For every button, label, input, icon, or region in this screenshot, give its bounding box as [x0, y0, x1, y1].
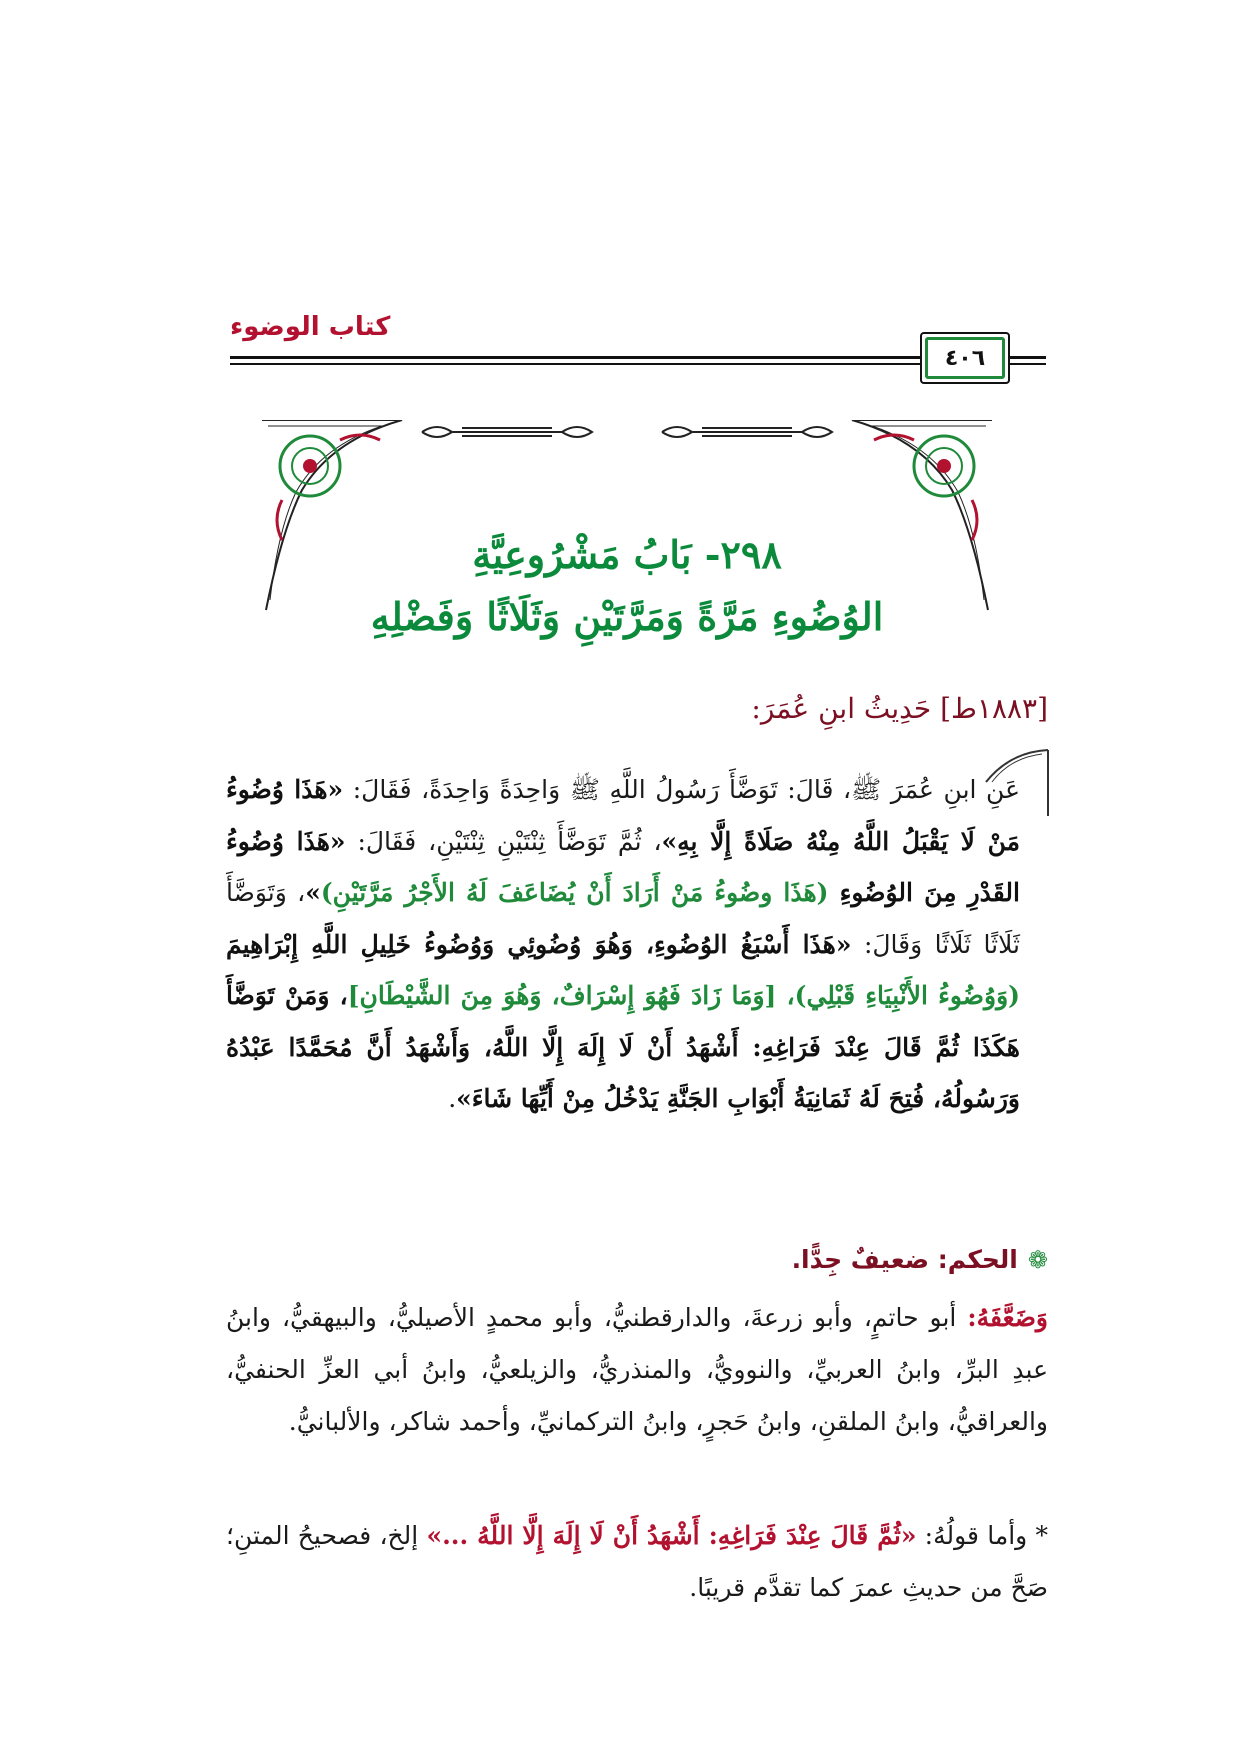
hadith-heading: [١٨٨٣ط] حَدِيثُ ابنِ عُمَرَ: — [751, 692, 1048, 725]
hadith-variant: (وَوُضُوءُ الأَنْبِيَاءِ قَبْلِي)، [وَمَا زَادَ فَهُوَ إِسْرَافٌ، وَهُوَ مِنَ الشَّيْطَانِ] — [347, 981, 1020, 1010]
closing-rest: إلخ، فصحيحُ المتنِ؛ صَحَّ من حديثِ عمرَ كما تقدَّم قريبًا. — [226, 1521, 1048, 1602]
header-rule — [1016, 356, 1046, 359]
hadith-segment: «هَذَا وُضُوءُ القَدْرِ مِنَ الوُضُوءِ — [226, 826, 1020, 907]
top-cartouche-left — [422, 427, 592, 437]
header-rule — [230, 356, 1018, 359]
hadith-variant: (هَذَا وضُوءُ مَنْ أَرَادَ أَنْ يُضَاعَفَ لَهُ الأَجْرُ مَرَّتَيْنِ) — [320, 878, 829, 907]
running-header-title: كتاب الوضوء — [230, 312, 391, 342]
header-rule — [1016, 363, 1046, 365]
top-cartouche-right — [662, 427, 832, 437]
hadith-segment: » — [305, 878, 321, 907]
ruling-label: الحكم: — [937, 1245, 1018, 1274]
weakeners-list: أبو حاتمٍ، وأبو زرعةَ، والدارقطنيُّ، وأبو محمدٍ الأصيليُّ، والبيهقيُّ، وابنُ عبدِ البرِّ، وابنُ العربيِّ، والنوويُّ، والمنذريُّ، والزيلعيُّ، وابنُ أبي العزِّ الحنفيُّ، والعراقيُّ، وابنُ الملقنِ، وابنُ حَجرٍ، وابنُ التركمانيِّ، وأحمد شاكر، والألبانيُّ. — [226, 1303, 1048, 1436]
hadith-segment: «هَذَا وُضُوءُ مَنْ لَا يَقْبَلُ اللَّهُ مِنْهُ صَلَاةً إِلَّا بِهِ» — [226, 775, 1020, 856]
hadith-segment: «هَذَا أَسْبَغُ الوُضُوءِ، وَهُوَ وُضُوئِي وَوُضُوءُ خَلِيلِ اللَّهِ إِبْرَاهِيمَ — [226, 929, 852, 959]
weakeners-paragraph — [226, 1292, 1048, 1448]
closing-paragraph — [226, 1510, 1048, 1614]
chapter-title — [262, 524, 992, 648]
flower-icon: ❁ — [1027, 1246, 1048, 1274]
ruling-value: ضعيفٌ جِدًّا. — [791, 1245, 930, 1274]
closing-lead: * وأما قولُهُ: — [916, 1521, 1048, 1550]
hadith-segment: . — [448, 1084, 457, 1113]
chapter-title-line-2: الوُضُوءِ مَرَّةً وَمَرَّتَيْنِ وَثَلَاثًا وَفَضْلِهِ — [370, 594, 884, 639]
hadith-segment: ، وَمَنْ تَوَضَّأَ هَكَذَا ثُمَّ قَالَ عِنْدَ فَرَاغِهِ: أَشْهَدُ أَنْ لَا إِلَهَ إِلَّا اللَّهُ، وَأَشْهَدُ أَنَّ مُحَمَّدًا عَبْدُهُ وَرَسُولُهُ، فُتِحَ لَهُ ثَمَانِيَةُ أَبْوَابِ الجَنَّةِ يَدْخُلُ مِنْ أَيِّهَا شَاءَ» — [226, 981, 1020, 1113]
page-number-frame — [920, 332, 1010, 384]
ruling — [230, 1245, 1048, 1274]
page-number: ٤٠٦ — [925, 337, 1005, 379]
header-rule — [230, 363, 1018, 365]
hadith-segment: ، ثُمَّ تَوَضَّأَ ثِنْتَيْنِ ثِنْتَيْنِ، فَقَالَ: — [345, 826, 662, 856]
hadith-segment: ، وَتَوَضَّأَ ثَلَاثًا ثَلَاثًا وَقَالَ: — [226, 878, 1020, 959]
hadith-text — [226, 764, 1020, 1125]
weakeners-lead: وَضَعَّفَهُ: — [967, 1303, 1048, 1332]
closing-quote: «ثُمَّ قَالَ عِنْدَ فَرَاغِهِ: أَشْهَدُ أَنْ لَا إِلَهَ إِلَّا اللَّهُ ...» — [426, 1521, 917, 1550]
hadith-segment: عَنِ ابنِ عُمَرَ ﷺ، قَالَ: تَوَضَّأَ رَسُولُ اللَّهِ ﷺ وَاحِدَةً وَاحِدَةً، فَقَالَ: — [343, 775, 1020, 804]
chapter-title-line-1: ٢٩٨- بَابُ مَشْرُوعِيَّةِ — [472, 532, 782, 577]
